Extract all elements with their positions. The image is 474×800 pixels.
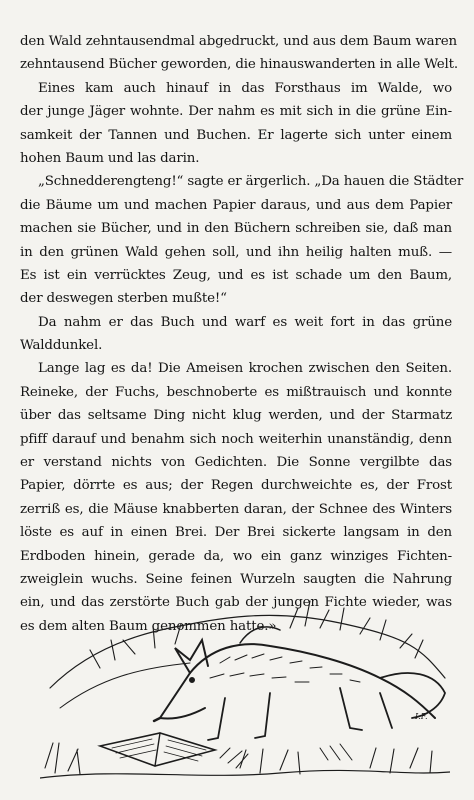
text-line: Reineke, der Fuchs, beschnoberte es mißtrauisch und konnte [20,384,452,400]
text-line: löste es auf in einen Brei. Der Brei sickerte langsam in den [20,525,452,541]
text-line: Erdboden hinein, gerade da, wo ein ganz winziges Fichten- [20,548,452,564]
text-line: Da nahm er das Buch und warf es weit fort in das grüne [38,314,452,330]
text-line: es dem alten Baum genommen hatte.» [20,618,277,634]
text-line: den Wald zehntausendmal abgedruckt, und aus dem Baum waren [20,34,458,49]
text-line: Es ist ein verrücktes Zeug, und es ist schade um den Baum, [20,267,452,283]
text-line: der deswegen sterben mußte!“ [20,291,227,307]
artist-signature: I.F. [415,712,428,721]
text-line: der junge Jäger wohnte. Der nahm es mit sich in die grüne Ein- [20,104,452,120]
text-line: er verstand nichts von Gedichten. Die Sonne vergilbte das [20,455,452,471]
text-line: samkeit der Tannen und Buchen. Er lagerte sich unter einem [20,127,452,143]
text-line: machen sie Bücher, und in den Büchern schreiben sie, daß man [20,221,452,237]
text-line: hohen Baum und las darin. [20,150,200,166]
body-text [20,30,464,638]
text-line: Eines kam auch hinauf in das Forsthaus im Walde, wo [38,80,452,96]
text-line: zweiglein wuchs. Seine feinen Wurzeln saugten die Nahrung [20,571,452,587]
fox-illustration [40,568,450,783]
text-line: „Schnedderengteng!“ sagte er ärgerlich. „Da hauen die Städter [38,174,464,190]
text-line: Walddunkel. [20,338,103,354]
text-line: über das seltsame Ding nicht klug werden, und der Starmatz [20,408,452,424]
text-line: die Bäume um und machen Papier daraus, und aus dem Papier [20,197,452,213]
text-line: Papier, dörrte es aus; der Regen durchweichte es, der Frost [20,478,452,494]
text-line: zehntausend Bücher geworden, die hinauswanderten in alle Welt. [20,57,458,73]
text-line: ein, und das zerstörte Buch gab der jungen Fichte wieder, was [20,595,452,611]
text-line: Lange lag es da! Die Ameisen krochen zwischen den Seiten. [38,361,452,377]
text-line: pfiff darauf und benahm sich noch weiterhin unanständig, denn [20,431,452,447]
text-line: in den grünen Wald gehen soll, und ihn heilig halten muß. — [20,244,452,260]
text-line: zerriß es, die Mäuse knabberten daran, der Schnee des Winters [20,501,452,517]
